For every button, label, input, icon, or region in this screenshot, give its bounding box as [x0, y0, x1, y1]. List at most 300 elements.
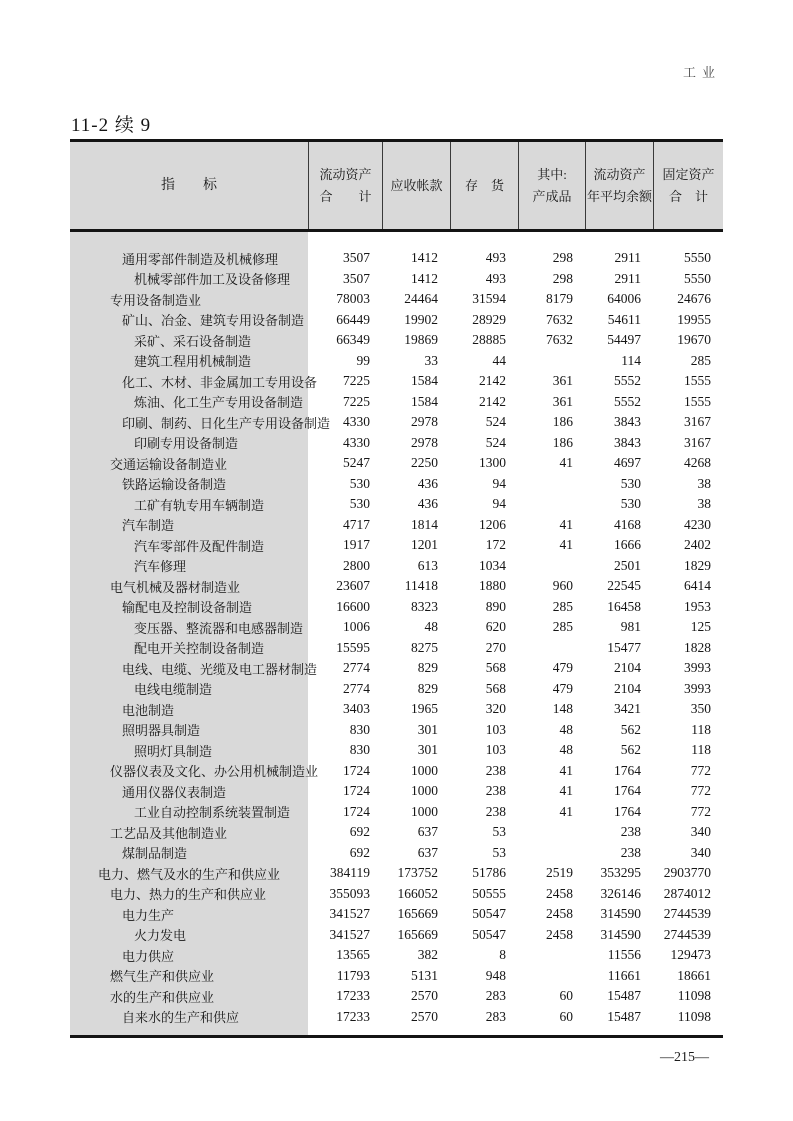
cell-col-2: 51786	[472, 865, 506, 881]
cell-col-3: 960	[552, 578, 573, 594]
table-row	[70, 679, 723, 700]
cell-col-3: 7632	[546, 311, 573, 327]
cell-col-1: 1412	[411, 270, 438, 286]
cell-col-3: 298	[552, 250, 573, 266]
header-col-5	[653, 142, 723, 229]
row-label: 工矿有轨专用车辆制造	[134, 497, 265, 513]
cell-col-2: 524	[485, 434, 506, 450]
cell-col-1: 829	[417, 680, 438, 696]
cell-col-5: 772	[690, 803, 711, 819]
cell-col-2: 50547	[472, 906, 506, 922]
row-label: 水的生产和供应业	[110, 989, 215, 1005]
header-col-line: 存 货	[464, 177, 504, 193]
cell-col-1: 637	[417, 824, 438, 840]
cell-col-4: 2104	[614, 660, 641, 676]
cell-col-1: 165669	[397, 926, 438, 942]
row-label: 电气机械及器材制造业	[110, 579, 241, 595]
row-label: 自来水的生产和供应	[122, 1010, 240, 1026]
cell-col-5: 24676	[677, 291, 711, 307]
cell-col-3: 60	[559, 1008, 573, 1024]
cell-col-0: 830	[349, 742, 370, 758]
cell-col-2: 172	[485, 537, 506, 553]
table-title: 11-2 续 9	[71, 115, 152, 136]
cell-col-5: 1828	[684, 639, 711, 655]
cell-col-0: 7225	[343, 393, 370, 409]
cell-col-2: 53	[492, 844, 506, 860]
cell-col-0: 530	[349, 496, 370, 512]
table-row	[70, 576, 723, 597]
row-label: 电力、燃气及水的生产和供应业	[98, 866, 281, 882]
cell-col-0: 3507	[343, 270, 370, 286]
cell-col-5: 5550	[684, 250, 711, 266]
row-label: 建筑工程用机械制造	[134, 354, 252, 370]
cell-col-0: 341527	[329, 906, 370, 922]
cell-col-0: 3403	[343, 701, 370, 717]
cell-col-0: 2774	[343, 680, 370, 696]
table-row	[70, 556, 723, 577]
cell-col-0: 692	[349, 824, 370, 840]
cell-col-5: 2874012	[663, 885, 711, 901]
cell-col-1: 2978	[411, 434, 438, 450]
cell-col-0: 17233	[336, 988, 370, 1004]
table-row	[70, 945, 723, 966]
table-row	[70, 269, 723, 290]
table-row	[70, 535, 723, 556]
cell-col-4: 54497	[607, 332, 641, 348]
cell-col-3: 479	[552, 660, 573, 676]
table-row	[70, 802, 723, 823]
table-row	[70, 371, 723, 392]
cell-col-1: 1000	[411, 783, 438, 799]
cell-col-2: 103	[485, 721, 506, 737]
cell-col-2: 8	[499, 947, 506, 963]
cell-col-3: 361	[552, 373, 573, 389]
cell-col-4: 16458	[607, 598, 641, 614]
table-row	[70, 699, 723, 720]
header-col-line: 合 计	[319, 188, 372, 204]
cell-col-2: 238	[485, 803, 506, 819]
cell-col-0: 530	[349, 475, 370, 491]
cell-col-0: 15595	[336, 639, 370, 655]
cell-col-2: 493	[485, 270, 506, 286]
cell-col-5: 340	[690, 824, 711, 840]
cell-col-1: 1000	[411, 803, 438, 819]
cell-col-4: 1764	[614, 783, 641, 799]
cell-col-1: 301	[417, 721, 438, 737]
cell-col-3: 285	[552, 619, 573, 635]
cell-col-0: 99	[356, 352, 370, 368]
row-label: 电力生产	[122, 907, 175, 923]
table-row	[70, 638, 723, 659]
row-label: 工业自动控制系统装置制造	[134, 805, 291, 821]
table-row	[70, 515, 723, 536]
cell-col-5: 285	[690, 352, 711, 368]
cell-col-5: 2744539	[663, 926, 711, 942]
table-row	[70, 351, 723, 372]
row-label: 机械零部件加工及设备修理	[134, 272, 291, 288]
cell-col-2: 2142	[479, 393, 506, 409]
cell-col-2: 270	[485, 639, 506, 655]
cell-col-1: 613	[417, 557, 438, 573]
cell-col-2: 238	[485, 762, 506, 778]
header-col-line: 其中:	[537, 166, 567, 182]
cell-col-2: 283	[485, 988, 506, 1004]
cell-col-1: 8323	[411, 598, 438, 614]
cell-col-0: 1006	[343, 619, 370, 635]
cell-col-5: 1953	[684, 598, 711, 614]
cell-col-2: 1300	[479, 455, 506, 471]
cell-col-2: 53	[492, 824, 506, 840]
cell-col-1: 165669	[397, 906, 438, 922]
cell-col-3: 148	[552, 701, 573, 717]
cell-col-4: 1764	[614, 762, 641, 778]
cell-col-1: 48	[424, 619, 438, 635]
table-row	[70, 433, 723, 454]
cell-col-5: 19670	[677, 332, 711, 348]
cell-col-5: 4230	[684, 516, 711, 532]
cell-col-3: 186	[552, 434, 573, 450]
cell-col-2: 28929	[472, 311, 506, 327]
table-row	[70, 966, 723, 987]
cell-col-4: 114	[621, 352, 641, 368]
cell-col-5: 19955	[677, 311, 711, 327]
cell-col-5: 2903770	[663, 865, 711, 881]
cell-col-3: 8179	[546, 291, 573, 307]
cell-col-1: 436	[417, 496, 438, 512]
cell-col-1: 382	[417, 947, 438, 963]
cell-col-0: 384119	[330, 865, 370, 881]
cell-col-1: 2250	[411, 455, 438, 471]
cell-col-4: 238	[620, 824, 641, 840]
cell-col-4: 54611	[607, 311, 641, 327]
cell-col-0: 2774	[343, 660, 370, 676]
cell-col-4: 15487	[607, 988, 641, 1004]
cell-col-5: 1829	[684, 557, 711, 573]
cell-col-0: 17233	[336, 1008, 370, 1024]
row-label: 交通运输设备制造业	[110, 456, 228, 472]
cell-col-1: 33	[424, 352, 438, 368]
table-row	[70, 617, 723, 638]
cell-col-2: 238	[485, 783, 506, 799]
row-label: 专用设备制造业	[110, 292, 202, 308]
row-label: 配电开关控制设备制造	[134, 641, 265, 657]
row-label: 汽车修理	[134, 559, 187, 575]
cell-col-3: 60	[559, 988, 573, 1004]
cell-col-1: 301	[417, 742, 438, 758]
header-col-line: 年平均余额	[586, 188, 652, 204]
cell-col-4: 15487	[607, 1008, 641, 1024]
cell-col-3: 48	[559, 742, 573, 758]
table-row	[70, 904, 723, 925]
cell-col-0: 23607	[336, 578, 370, 594]
cell-col-5: 340	[690, 844, 711, 860]
chapter-corner-label: 工业	[682, 65, 721, 80]
cell-col-4: 11556	[607, 947, 641, 963]
cell-col-2: 1206	[479, 516, 506, 532]
row-label: 汽车制造	[122, 518, 175, 534]
cell-col-2: 620	[485, 619, 506, 635]
cell-col-5: 772	[690, 762, 711, 778]
cell-col-5: 129473	[670, 947, 711, 963]
cell-col-2: 890	[485, 598, 506, 614]
header-col-line: 固定资产	[662, 166, 715, 182]
cell-col-0: 1917	[343, 537, 370, 553]
cell-col-4: 326146	[600, 885, 641, 901]
cell-col-4: 22545	[607, 578, 641, 594]
cell-col-4: 2911	[614, 250, 641, 266]
cell-col-3: 41	[559, 455, 573, 471]
cell-col-4: 3843	[614, 414, 641, 430]
table-row	[70, 822, 723, 843]
cell-col-1: 2570	[411, 1008, 438, 1024]
cell-col-0: 4717	[343, 516, 370, 532]
cell-col-1: 2978	[411, 414, 438, 430]
header-col-line: 应收帐款	[390, 177, 443, 193]
cell-col-4: 238	[620, 844, 641, 860]
cell-col-4: 3421	[614, 701, 641, 717]
cell-col-0: 4330	[343, 414, 370, 430]
cell-col-4: 1764	[614, 803, 641, 819]
header-col-0	[308, 142, 382, 229]
cell-col-5: 1555	[684, 373, 711, 389]
cell-col-3: 361	[552, 393, 573, 409]
cell-col-2: 948	[485, 967, 506, 983]
cell-col-0: 692	[349, 844, 370, 860]
row-label: 电力供应	[122, 948, 175, 964]
cell-col-0: 3507	[343, 250, 370, 266]
cell-col-5: 5550	[684, 270, 711, 286]
row-label: 矿山、冶金、建筑专用设备制造	[122, 313, 305, 329]
cell-col-5: 2744539	[663, 906, 711, 922]
cell-col-3: 285	[552, 598, 573, 614]
statistics-table	[70, 139, 723, 1038]
cell-col-0: 4330	[343, 434, 370, 450]
cell-col-1: 1584	[411, 393, 438, 409]
cell-col-2: 1034	[479, 557, 506, 573]
cell-col-1: 24464	[404, 291, 438, 307]
cell-col-4: 4697	[614, 455, 641, 471]
header-col-line: 流动资产	[319, 166, 372, 182]
cell-col-2: 568	[485, 680, 506, 696]
cell-col-0: 1724	[343, 783, 370, 799]
cell-col-4: 11661	[607, 967, 641, 983]
cell-col-0: 66349	[336, 332, 370, 348]
cell-col-3: 186	[552, 414, 573, 430]
cell-col-5: 11098	[677, 1008, 711, 1024]
cell-col-0: 355093	[329, 885, 370, 901]
cell-col-3: 2458	[546, 926, 573, 942]
cell-col-4: 353295	[600, 865, 641, 881]
row-label: 煤制品制造	[122, 846, 188, 862]
cell-col-5: 3167	[684, 434, 711, 450]
row-label: 变压器、整流器和电感器制造	[134, 620, 304, 636]
cell-col-2: 94	[492, 475, 506, 491]
table-row	[70, 474, 723, 495]
cell-col-0: 2800	[343, 557, 370, 573]
table-row	[70, 453, 723, 474]
header-col-1	[382, 142, 450, 229]
cell-col-1: 1201	[411, 537, 438, 553]
cell-col-0: 66449	[336, 311, 370, 327]
row-label: 铁路运输设备制造	[122, 477, 227, 493]
cell-col-2: 568	[485, 660, 506, 676]
cell-col-4: 2104	[614, 680, 641, 696]
cell-col-2: 320	[485, 701, 506, 717]
table-row	[70, 761, 723, 782]
cell-col-5: 125	[690, 619, 711, 635]
table-row	[70, 781, 723, 802]
cell-col-4: 2501	[614, 557, 641, 573]
cell-col-0: 13565	[336, 947, 370, 963]
cell-col-1: 1412	[411, 250, 438, 266]
cell-col-4: 562	[620, 721, 641, 737]
cell-col-5: 3167	[684, 414, 711, 430]
table-row	[70, 884, 723, 905]
header-col-line: 流动资产	[593, 166, 646, 182]
cell-col-3: 41	[559, 516, 573, 532]
cell-col-3: 298	[552, 270, 573, 286]
cell-col-0: 341527	[329, 926, 370, 942]
table-row	[70, 248, 723, 269]
cell-col-2: 524	[485, 414, 506, 430]
cell-col-3: 41	[559, 762, 573, 778]
cell-col-0: 16600	[336, 598, 370, 614]
row-label: 炼油、化工生产专用设备制造	[134, 395, 304, 411]
cell-col-1: 637	[417, 844, 438, 860]
cell-col-0: 1724	[343, 803, 370, 819]
table-row	[70, 289, 723, 310]
row-label: 采矿、采石设备制造	[134, 333, 252, 349]
header-col-2	[450, 142, 518, 229]
row-label: 工艺品及其他制造业	[110, 825, 228, 841]
cell-col-5: 11098	[677, 988, 711, 1004]
cell-col-1: 436	[417, 475, 438, 491]
row-label: 汽车零部件及配件制造	[134, 538, 265, 554]
cell-col-2: 103	[485, 742, 506, 758]
cell-col-5: 118	[691, 742, 711, 758]
table-header-row	[70, 142, 723, 232]
cell-col-1: 5131	[411, 967, 438, 983]
cell-col-2: 50555	[472, 885, 506, 901]
cell-col-0: 1724	[343, 762, 370, 778]
cell-col-5: 118	[691, 721, 711, 737]
cell-col-3: 479	[552, 680, 573, 696]
table-row	[70, 925, 723, 946]
cell-col-0: 830	[349, 721, 370, 737]
cell-col-2: 94	[492, 496, 506, 512]
cell-col-3: 7632	[546, 332, 573, 348]
cell-col-2: 28885	[472, 332, 506, 348]
cell-col-5: 18661	[677, 967, 711, 983]
cell-col-1: 1000	[411, 762, 438, 778]
table-row	[70, 843, 723, 864]
cell-col-4: 1666	[614, 537, 641, 553]
cell-col-1: 11418	[404, 578, 438, 594]
cell-col-4: 530	[620, 475, 641, 491]
cell-col-5: 772	[690, 783, 711, 799]
header-col-4	[585, 142, 653, 229]
header-col-line: 产成品	[532, 188, 572, 204]
row-label: 电池制造	[122, 702, 175, 718]
cell-col-4: 2911	[614, 270, 641, 286]
cell-col-1: 173752	[397, 865, 438, 881]
table-row	[70, 330, 723, 351]
cell-col-5: 4268	[684, 455, 711, 471]
table-row	[70, 740, 723, 761]
cell-col-5: 1555	[684, 393, 711, 409]
cell-col-3: 2458	[546, 906, 573, 922]
cell-col-1: 166052	[397, 885, 438, 901]
row-label: 通用零部件制造及机械修理	[122, 251, 279, 267]
row-label: 印刷专用设备制造	[134, 436, 239, 452]
table-row	[70, 310, 723, 331]
row-label: 电线电缆制造	[134, 682, 213, 698]
table-row	[70, 658, 723, 679]
row-label: 照明灯具制造	[134, 743, 213, 759]
cell-col-5: 3993	[684, 680, 711, 696]
header-col-3	[518, 142, 585, 229]
cell-col-2: 1880	[479, 578, 506, 594]
cell-col-0: 78003	[336, 291, 370, 307]
cell-col-5: 38	[697, 496, 711, 512]
cell-col-5: 6414	[684, 578, 711, 594]
cell-col-2: 2142	[479, 373, 506, 389]
cell-col-1: 829	[417, 660, 438, 676]
table-row	[70, 1007, 723, 1028]
cell-col-2: 50547	[472, 926, 506, 942]
cell-col-1: 1965	[411, 701, 438, 717]
cell-col-5: 38	[697, 475, 711, 491]
table-row	[70, 494, 723, 515]
cell-col-1: 8275	[411, 639, 438, 655]
row-label: 电线、电缆、光缆及电工器材制造	[122, 661, 318, 677]
header-indicator	[70, 142, 308, 229]
cell-col-4: 4168	[614, 516, 641, 532]
header-col-line: 合 计	[668, 188, 708, 204]
row-label: 印刷、制药、日化生产专用设备制造	[122, 415, 331, 431]
page-number: —215—	[660, 1050, 709, 1065]
cell-col-4: 314590	[600, 926, 641, 942]
table-row	[70, 412, 723, 433]
cell-col-3: 2519	[546, 865, 573, 881]
cell-col-3: 48	[559, 721, 573, 737]
cell-col-2: 283	[485, 1008, 506, 1024]
row-label: 化工、木材、非金属加工专用设备	[122, 374, 318, 390]
row-label: 照明器具制造	[122, 723, 201, 739]
table-row	[70, 392, 723, 413]
row-label: 电力、热力的生产和供应业	[110, 887, 267, 903]
table-body	[70, 232, 723, 1035]
cell-col-4: 3843	[614, 434, 641, 450]
cell-col-3: 2458	[546, 885, 573, 901]
row-label: 通用仪器仪表制造	[122, 784, 227, 800]
table-row	[70, 597, 723, 618]
cell-col-1: 19902	[404, 311, 438, 327]
cell-col-4: 5552	[614, 373, 641, 389]
cell-col-1: 2570	[411, 988, 438, 1004]
cell-col-3: 41	[559, 537, 573, 553]
cell-col-0: 7225	[343, 373, 370, 389]
cell-col-3: 41	[559, 783, 573, 799]
table-row	[70, 720, 723, 741]
cell-col-5: 2402	[684, 537, 711, 553]
row-label: 火力发电	[134, 928, 187, 944]
cell-col-1: 1814	[411, 516, 438, 532]
cell-col-0: 5247	[343, 455, 370, 471]
cell-col-5: 3993	[684, 660, 711, 676]
cell-col-2: 493	[485, 250, 506, 266]
cell-col-1: 1584	[411, 373, 438, 389]
